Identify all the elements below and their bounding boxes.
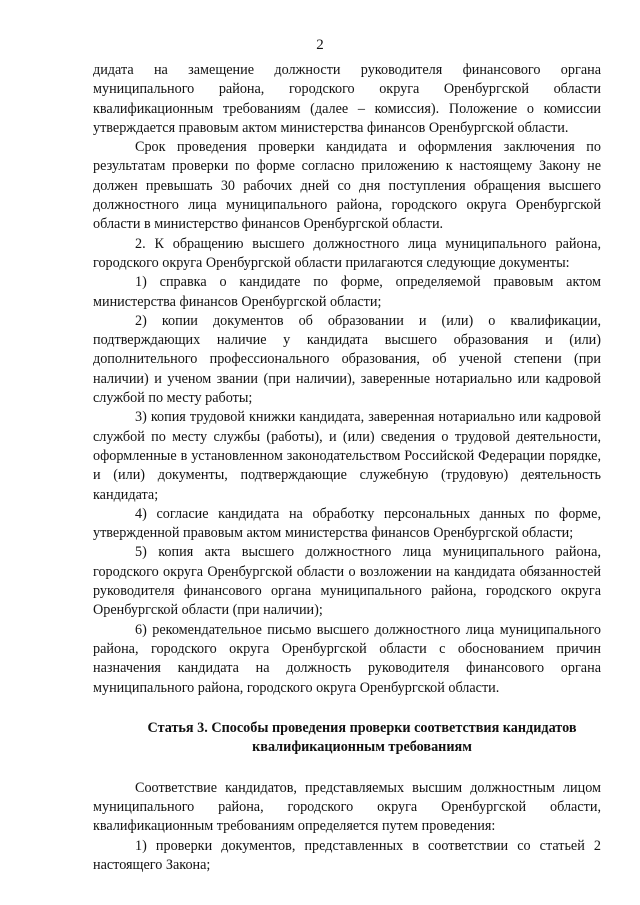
list-item-6: 6) рекомендательное письмо высшего должностного лица муниципального района, городского округа Оренбургской области с обоснованием причин назначения кандидата на должность руководителя финансового органа муниципального района, городского округа Оренбургской области. [93, 621, 601, 696]
paragraph-review-term: Срок проведения проверки кандидата и оформления заключения по результатам проверки по форме согласно приложению к настоящему Закону не должен превышать 30 рабочих дней со дня поступления обращения высшего должностного лица муниципального района, городского округа Оренбургской области в министерство финансов Оренбургской области. [93, 139, 601, 233]
page-number: 2 [316, 37, 324, 53]
list-item-4: 4) согласие кандидата на обработку персональных данных по форме, утвержденной правовым актом министерства финансов Оренбургской области; [93, 505, 601, 542]
list-item-5: 5) копия акта высшего должностного лица муниципального района, городского округа Оренбургской области о возложении на кандидата обязанностей руководителя финансового органа муниципального района, городского округа Оренбургской области (при наличии); [93, 544, 601, 619]
list-item-check-documents: 1) проверки документов, представленных в соответствии со статьей 2 настоящего Закона; [93, 837, 601, 873]
article-heading [93, 719, 601, 757]
paragraph-continuation: дидата на замещение должности руководителя финансового органа муниципального района, городского округа Оренбургской области квалификационным требованиям (далее – комиссия). Положение о комиссии утверждается правовым актом министерства финансов Оренбургской области. [93, 62, 601, 136]
article-heading-line-1: Статья 3. Способы проведения проверки соответствия кандидатов [147, 719, 577, 736]
heading-spacer [93, 757, 601, 779]
paragraph-compliance: Соответствие кандидатов, представляемых высшим должностным лицом муниципального района, городского округа Оренбургской области, квалификационным требованиям определяется путем проведения: [93, 779, 601, 835]
article-heading-line-2: квалификационным требованиям [252, 738, 472, 755]
list-item-3: 3) копия трудовой книжки кандидата, заверенная нотариально или кадровой службой по месту службы (работы), и (или) сведения о трудовой деятельности, оформленные в установленном законодательством Российской Федерации порядке, и (или) документы, подтверждающие служебную (трудовую) деятельность кандидата; [93, 409, 601, 503]
list-item-2: 2) копии документов об образовании и (или) о квалификации, подтверждающих наличие у кандидата высшего образования и (или) дополнительного профессионального образования, об ученой степени (при наличии) и ученом звании (при наличии), заверенные нотариально или кадровой службой по месту работы; [93, 312, 601, 407]
paragraph-attached-documents: 2. К обращению высшего должностного лица муниципального района, городского округа Оренбургской области прилагаются следующие документы: [93, 235, 601, 271]
document-body [93, 61, 601, 875]
list-item-1: 1) справка о кандидате по форме, определяемой правовым актом министерства финансов Оренбургской области; [93, 274, 601, 310]
